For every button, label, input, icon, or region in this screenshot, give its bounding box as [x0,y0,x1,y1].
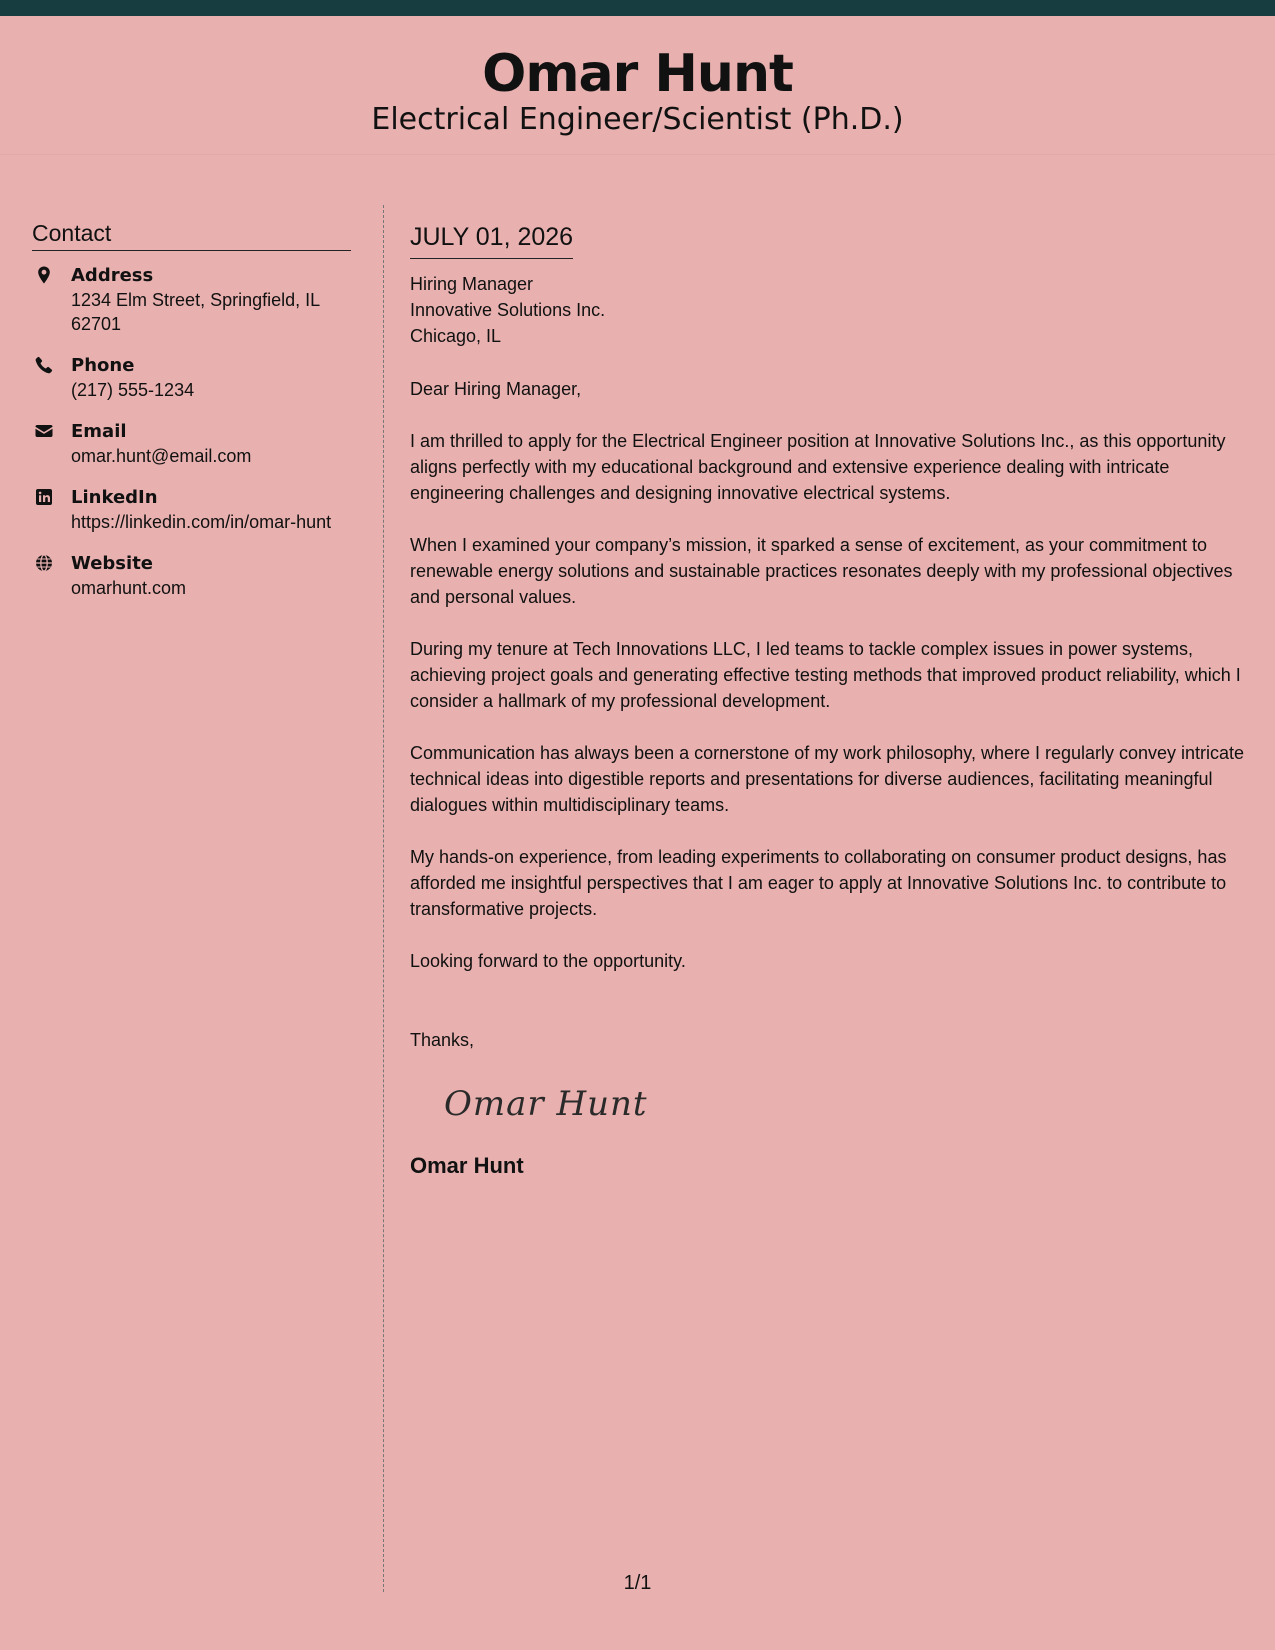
paragraph: Looking forward to the opportunity. [410,951,686,971]
contact-label: Website [71,553,154,574]
contact-item-email [32,419,351,468]
recipient-line: Innovative Solutions Inc. [410,300,606,320]
page-header [0,16,1275,155]
recipient-line: Hiring Manager [410,274,534,294]
page-number: 1/1 [623,1572,652,1594]
envelope-icon [34,421,54,441]
contact-item-website [32,551,351,600]
linkedin-value[interactable]: https://linkedin.com/in/omar-hunt [71,512,332,532]
paragraph: When I examined your company’s mission, it sparked a sense of excitement, as your commitment to renewable energy solutions and sustainable practices resonates deeply with my professional objectives and personal values. [410,535,1233,607]
salutation: Dear Hiring Manager, [410,379,582,399]
paragraph: My hands-on experience, from leading experiments to collaborating on consumer product designs, has afforded me insightful perspectives that I am eager to apply at Innovative Solutions Inc. to contribute to transformative projects. [410,847,1227,919]
contact-item-phone [32,353,351,402]
globe-icon [34,553,54,573]
contact-label: Phone [71,355,135,376]
phone-value: (217) 555-1234 [71,380,195,400]
paragraph: I am thrilled to apply for the Electrical Engineer position at Innovative Solutions Inc., as this opportunity aligns perfectly with my educational background and extensive experience dealing with intricate engineering challenges and designing innovative electrical systems. [410,431,1226,503]
recipient-line: Chicago, IL [410,326,502,346]
letter-date: JULY 01, 2026 [410,220,573,259]
applicant-name: Omar Hunt [482,44,793,104]
contact-sidebar [32,218,351,617]
paragraph: During my tenure at Tech Innovations LLC, I led teams to tackle complex issues in power systems, achieving project goals and generating effective testing methods that improved product reliability, which I consider a hallmark of my professional development. [410,639,1241,711]
contact-label: Email [71,421,127,442]
contact-label: Address [71,265,154,286]
website-value[interactable]: omarhunt.com [71,578,187,598]
letter-body [410,220,1245,1181]
phone-icon [34,355,54,375]
closing: Thanks, [410,1030,475,1050]
signer-name: Omar Hunt [410,1153,524,1178]
email-value: omar.hunt@email.com [71,446,252,466]
top-accent-bar [0,0,1275,16]
handwritten-signature: Omar Hunt [444,1084,648,1124]
recipient-block [410,271,1245,349]
contact-item-linkedin [32,485,351,534]
paragraph: Communication has always been a cornerstone of my work philosophy, where I regularly convey intricate technical ideas into digestible reports and presentations for diverse audiences, facilitating meaningful dialogues within multidisciplinary teams. [410,743,1245,815]
column-divider [383,205,384,1592]
map-pin-icon [34,265,54,285]
contact-heading: Contact [32,218,351,251]
address-value: 1234 Elm Street, Springfield, IL 62701 [71,290,320,334]
applicant-title: Electrical Engineer/Scientist (Ph.D.) [371,102,904,137]
linkedin-icon [34,487,54,507]
contact-item-address [32,263,351,336]
contact-label: LinkedIn [71,487,158,508]
